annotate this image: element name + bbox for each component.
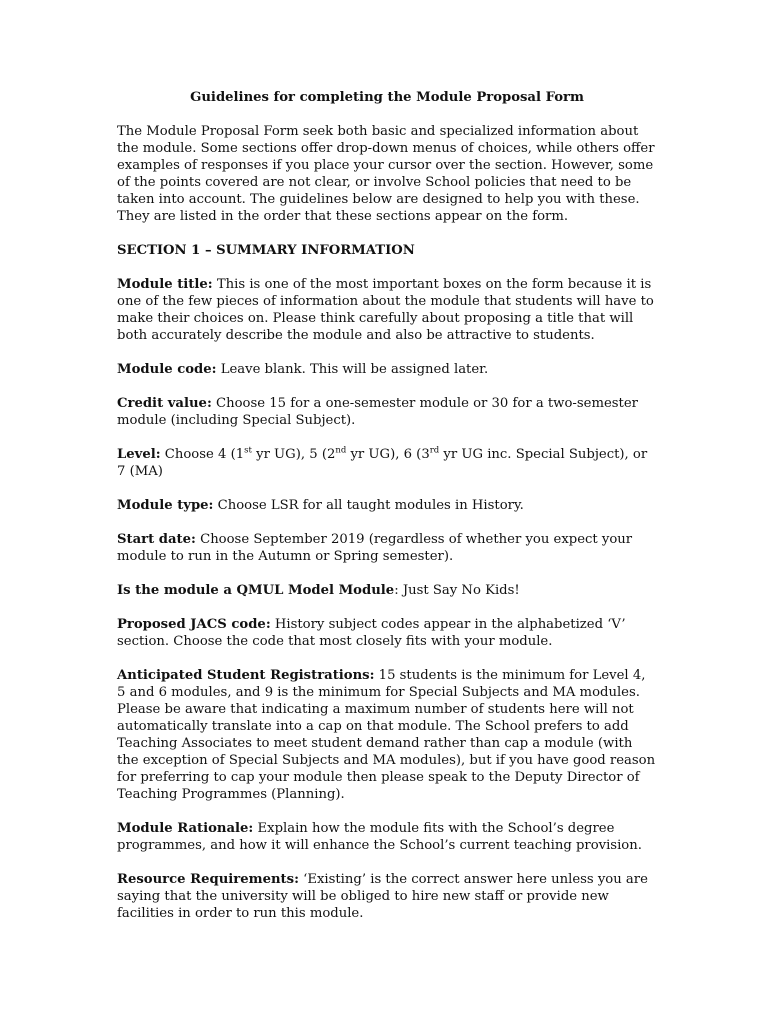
guideline-label: Proposed JACS code:: [117, 617, 271, 632]
guideline-jacs-code: [117, 616, 657, 650]
guideline-text: This is one of the most important boxes on the form because it is one of the few pieces of information about the module that students will have to make their choices on. Please think carefully about proposing a title that will both accurately describe the module and also be attractive to students.: [117, 277, 654, 343]
guideline-text-level: Choose 4 (1st yr UG), 5 (2nd yr UG), 6 (3rd yr UG inc. Special Subject), or 7 (MA): [117, 445, 648, 479]
document-title: Guidelines for completing the Module Proposal Form: [190, 90, 584, 105]
guideline-label: Anticipated Student Registrations:: [117, 668, 375, 683]
guideline-text: 15 students is the minimum for Level 4, 5 and 6 modules, and 9 is the minimum for Special Subjects and MA modules. Please be aware that indicating a maximum number of students here will not automatically translate into a cap on that module. The School prefers to add Teaching Associates to meet student demand rather than cap a module (with the exception of Special Subjects and MA modules), but if you have good reason for preferring to cap your module then please speak to the Deputy Director of Teaching Programmes (Planning).: [117, 668, 656, 802]
guideline-text: History subject codes appear in the alphabetized ‘V’ section. Choose the code that most closely fits with your module.: [117, 617, 626, 649]
guideline-label: Module code:: [117, 362, 217, 377]
guideline-text: : Just Say No Kids!: [394, 583, 520, 598]
guideline-label: Module type:: [117, 498, 214, 513]
guideline-level: [117, 446, 657, 480]
guideline-text: Choose LSR for all taught modules in History.: [213, 498, 524, 513]
guideline-credit-value: [117, 395, 657, 429]
guideline-module-title: [117, 276, 657, 344]
guideline-text: Choose 15 for a one-semester module or 30 for a two-semester module (including Special Subject).: [117, 396, 638, 428]
guideline-label: Level:: [117, 447, 161, 462]
intro-paragraph: The Module Proposal Form seek both basic and specialized information about the module. Some sections offer drop-down menus of choices, while others offer examples of responses if you place your cursor over the section. However, some of the points covered are not clear, or involve School policies that need to be taken into account. The guidelines below are designed to help you with these. They are listed in the order that these sections appear on the form.: [117, 124, 655, 224]
guideline-text: Leave blank. This will be assigned later.: [216, 362, 489, 377]
guideline-label: Module title:: [117, 277, 213, 292]
guideline-text: ‘Existing’ is the correct answer here unless you are saying that the university will be obliged to hire new staff or provide new facilities in order to run this module.: [117, 872, 648, 921]
guideline-start-date: [117, 531, 657, 565]
guideline-module-type: [117, 497, 657, 514]
guideline-student-registrations: [117, 667, 657, 803]
guideline-label: Is the module a QMUL Model Module: [117, 583, 395, 598]
guideline-qmul-model-module: [117, 582, 657, 599]
guideline-module-rationale: [117, 820, 657, 854]
section-heading: SECTION 1 – SUMMARY INFORMATION: [117, 243, 415, 258]
guideline-resource-requirements: [117, 871, 657, 922]
guideline-label: Start date:: [117, 532, 196, 547]
guideline-text: Explain how the module fits with the School’s degree programmes, and how it will enhance the School’s current teaching provision.: [117, 821, 642, 853]
document-page: [117, 89, 657, 939]
guideline-label: Module Rationale:: [117, 821, 254, 836]
guideline-label: Credit value:: [117, 396, 212, 411]
guideline-text: Choose September 2019 (regardless of whether you expect your module to run in the Autumn or Spring semester).: [117, 532, 633, 564]
guideline-label: Resource Requirements:: [117, 872, 299, 887]
guideline-module-code: [117, 361, 657, 378]
